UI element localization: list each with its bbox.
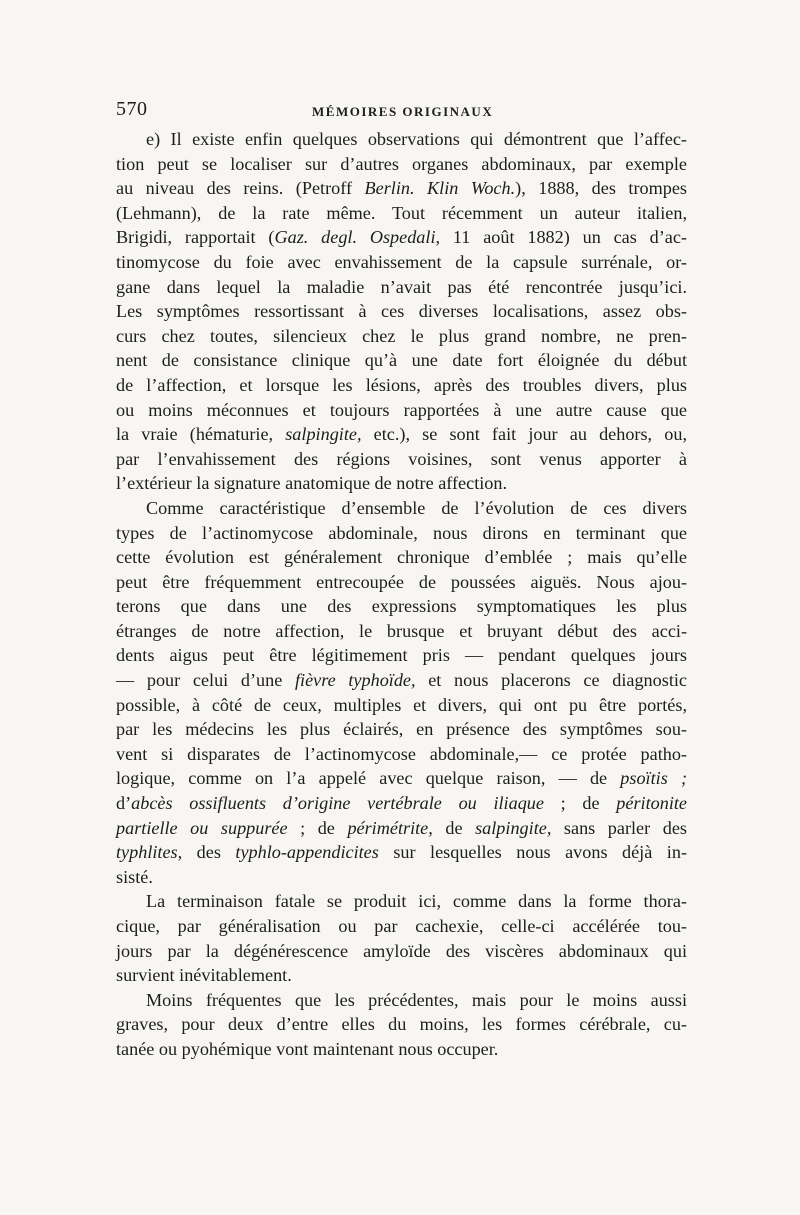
italic-phrase: abcès ossifluents d’origine vertébrale ou iliaque — [131, 793, 544, 814]
text-line: La terminaison fatale se produit ici, comme dans la forme thora- — [146, 891, 687, 912]
text-line: nent de consistance clinique qu’à une date fort éloignée du début — [116, 350, 687, 371]
text-line: e) Il existe enfin quelques observations qui démontrent que l’affec- — [146, 129, 687, 149]
text-line: gane dans lequel la maladie n’avait pas été rencontrée jusqu’ici. — [116, 276, 687, 297]
text-line: la vraie (hématurie, salpingite, etc.), se sont fait jour au dehors, ou, — [116, 424, 687, 445]
paragraph — [116, 889, 687, 987]
text-line: jours par la dégénérescence amyloïde des viscères abdominaux qui — [116, 940, 687, 961]
italic-phrase: typhlites, — [116, 842, 183, 863]
page-number: 570 — [116, 98, 148, 120]
text-line: tion peut se localiser sur d’autres organes abdominaux, par exemple — [116, 153, 687, 174]
text-line: terons que dans une des expressions symptomatiques les plus — [116, 596, 687, 617]
text-line: graves, pour deux d’entre elles du moins, les formes cérébrale, cu- — [116, 1014, 687, 1035]
italic-phrase: fièvre typhoïde, — [294, 670, 416, 691]
italic-phrase: péritonite — [616, 793, 687, 814]
text-line: — pour celui d’une fièvre typhoïde, et nous placerons ce diagnostic — [116, 670, 688, 691]
body-text — [116, 127, 687, 1062]
italic-phrase: salpingite, — [475, 817, 552, 838]
paragraph — [116, 988, 687, 1062]
text-line: par les médecins les plus éclairés, en présence des symptômes sou- — [116, 719, 687, 740]
text-line: Les symptômes ressortissant à ces diverses localisations, assez obs- — [116, 301, 687, 322]
text-line: dents aigus peut être légitimement pris — pendant quelques jours — [116, 645, 687, 666]
text-line: de l’affection, et lorsque les lésions, après des troubles divers, plus — [116, 374, 687, 395]
paragraph — [116, 127, 687, 496]
text-line: survient inévitablement. — [116, 965, 292, 986]
text-line: sisté. — [116, 866, 153, 887]
text-line: peut être fréquemment entrecoupée de poussées aiguës. Nous ajou- — [116, 571, 687, 592]
running-title: MÉMOIRES ORIGINAUX — [312, 104, 494, 119]
text-line: cique, par généralisation ou par cachexie, celle-ci accélérée tou- — [116, 916, 687, 936]
italic-phrase: périmétrite, — [347, 817, 433, 838]
text-line: étranges de notre affection, le brusque et bruyant début des acci- — [116, 620, 687, 641]
text-line: types de l’actinomycose abdominale, nous dirons en terminant que — [116, 522, 687, 543]
text-line: ou moins méconnues et toujours rapportées à une autre cause que — [116, 399, 687, 420]
text-line: Moins fréquentes que les précédentes, mais pour le moins aussi — [146, 989, 687, 1010]
text-line: l’extérieur la signature anatomique de notre affection. — [116, 473, 508, 494]
italic-phrase: partielle ou suppurée — [116, 817, 288, 838]
text-line: cette évolution est généralement chronique d’emblée ; mais qu’elle — [116, 547, 687, 568]
italic-phrase: salpingite, — [285, 424, 362, 445]
text-line: partielle ou suppurée ; de périmétrite, de salpingite, sans parler des — [116, 817, 687, 838]
text-line: tanée ou pyohémique vont maintenant nous occuper. — [116, 1038, 499, 1059]
text-line: possible, à côté de ceux, multiples et divers, qui ont pu être portés, — [116, 694, 687, 715]
text-line: Comme caractéristique d’ensemble de l’évolution de ces divers — [146, 497, 687, 518]
text-line: logique, comme on l’a appelé avec quelque raison, — de psoïtis ; — [116, 768, 687, 789]
text-line: vent si disparates de l’actinomycose abdominale,— ce protée patho- — [116, 743, 687, 764]
page-header — [116, 98, 696, 126]
italic-phrase: Gaz. degl. Ospedali, — [274, 227, 441, 248]
text-line: (Lehmann), de la rate même. Tout récemment un auteur italien, — [116, 202, 687, 223]
text-line: Brigidi, rapportait (Gaz. degl. Ospedali, 11 août 1882) un cas d’ac- — [116, 227, 687, 248]
text-line: tinomycose du foie avec envahissement de la capsule surrénale, or- — [116, 251, 687, 272]
text-line: d’abcès ossifluents d’origine vertébrale ou iliaque ; de péritonite — [116, 793, 687, 814]
text-line: typhlites, des typhlo-appendicites sur lesquelles nous avons déjà in- — [116, 842, 687, 863]
paragraph — [116, 496, 687, 890]
text-line: au niveau des reins. (Petroff Berlin. Klin Woch.), 1888, des trompes — [116, 178, 687, 199]
text-line: par l’envahissement des régions voisines, sont venus apporter à — [116, 448, 687, 469]
italic-phrase: Berlin. Klin Woch. — [364, 178, 516, 199]
italic-phrase: typhlo-appendicites — [235, 842, 379, 863]
italic-phrase: psoïtis ; — [620, 768, 687, 789]
text-line: curs chez toutes, silencieux chez le plus grand nombre, ne pren- — [116, 325, 687, 346]
